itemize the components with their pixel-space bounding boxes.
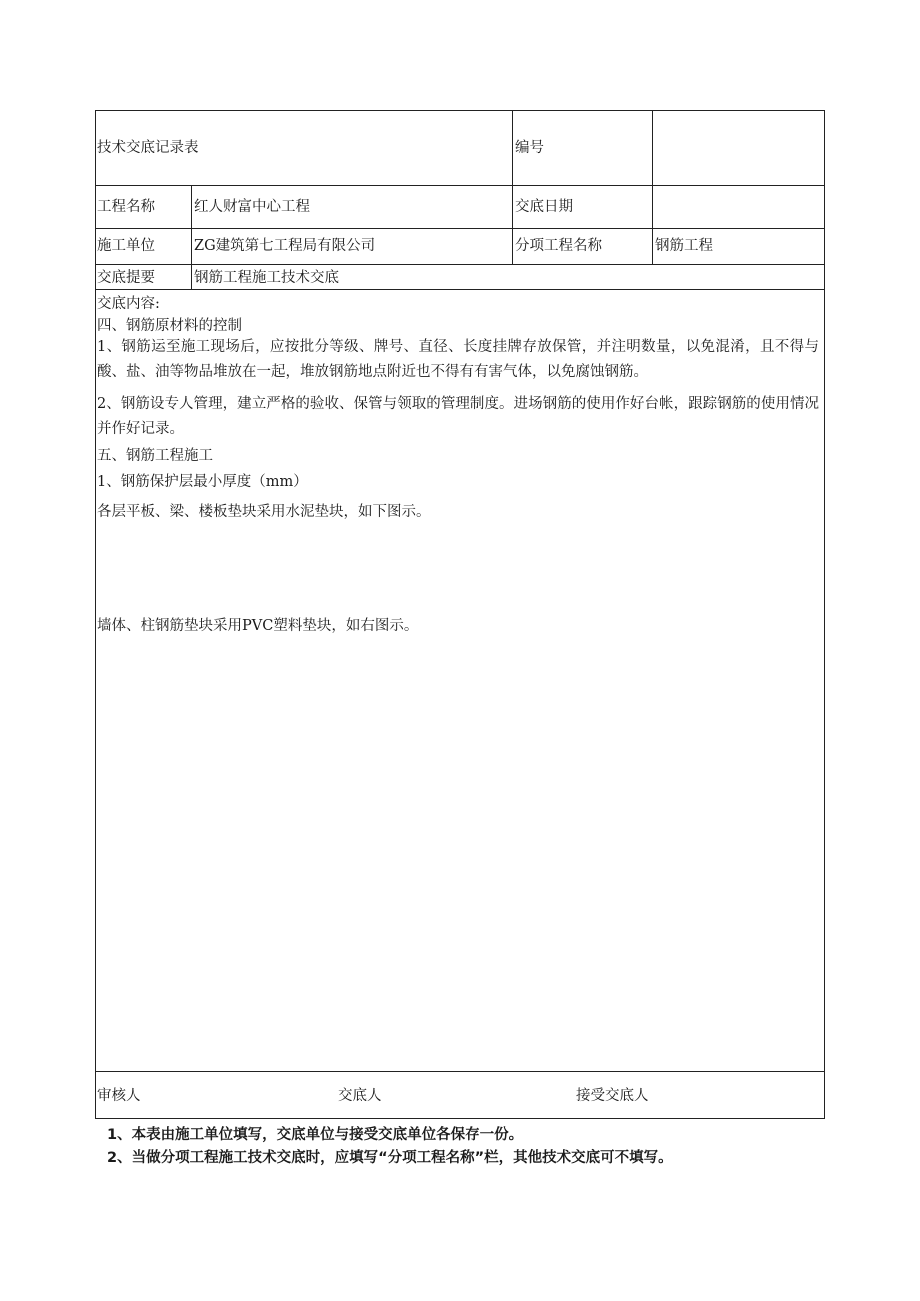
project-name-label: 工程名称: [97, 199, 155, 215]
row-divider: [96, 185, 824, 186]
row-divider: [96, 264, 824, 265]
subproject-value[interactable]: 钢筋工程: [655, 238, 713, 254]
footnote-2: 2、当做分项工程施工技术交底时，应填写“分项工程名称”栏，其他技术交底可不填写。: [107, 1150, 673, 1166]
reviewer-label: 审核人: [97, 1088, 141, 1104]
item-4-1: 1、钢筋运至施工现场后，应按批分等级、牌号、直径、长度挂牌存放保管，并注明数量，以免混淆，且不得与酸、盐、油等物品堆放在一起，堆放钢筋地点附近也不得有有害气体，以免腐蚀钢筋。: [97, 339, 819, 380]
pad-note-2: 墙体、柱钢筋垫块采用PVC塑料垫块，如右图示。: [97, 618, 419, 634]
column-divider: [652, 111, 653, 264]
column-divider: [191, 185, 192, 289]
date-label: 交底日期: [515, 199, 573, 215]
receiver-label: 接受交底人: [576, 1088, 649, 1104]
disclosure-record-table: [95, 110, 825, 1119]
discloser-label: 交底人: [338, 1088, 382, 1104]
row-divider: [96, 228, 824, 229]
form-title: 技术交底记录表: [97, 140, 199, 156]
footnote-1: 1、本表由施工单位填写，交底单位与接受交底单位各保存一份。: [107, 1127, 524, 1143]
pad-note-1: 各层平板、梁、楼板垫块采用水泥垫块，如下图示。: [97, 504, 431, 520]
subproject-label: 分项工程名称: [515, 238, 602, 254]
summary-label: 交底提要: [97, 270, 155, 286]
contractor-label: 施工单位: [97, 238, 155, 254]
column-divider: [512, 111, 513, 264]
section4-title: 四、钢筋原材料的控制: [97, 318, 242, 334]
section5-title: 五、钢筋工程施工: [97, 448, 213, 464]
number-label: 编号: [515, 140, 544, 156]
item-4-2: 2、钢筋设专人管理，建立严格的验收、保管与领取的管理制度。进场钢筋的使用作好台帐，跟踪钢筋的使用情况并作好记录。: [97, 396, 819, 437]
content-heading: 交底内容:: [97, 296, 160, 312]
project-name-value[interactable]: 红人财富中心工程: [194, 199, 310, 215]
row-divider: [96, 1071, 824, 1072]
row-divider: [96, 289, 824, 290]
item-5-1: 1、钢筋保护层最小厚度（mm）: [97, 474, 308, 490]
summary-value[interactable]: 钢筋工程施工技术交底: [194, 270, 339, 286]
contractor-value[interactable]: ZG建筑第七工程局有限公司: [194, 238, 376, 254]
